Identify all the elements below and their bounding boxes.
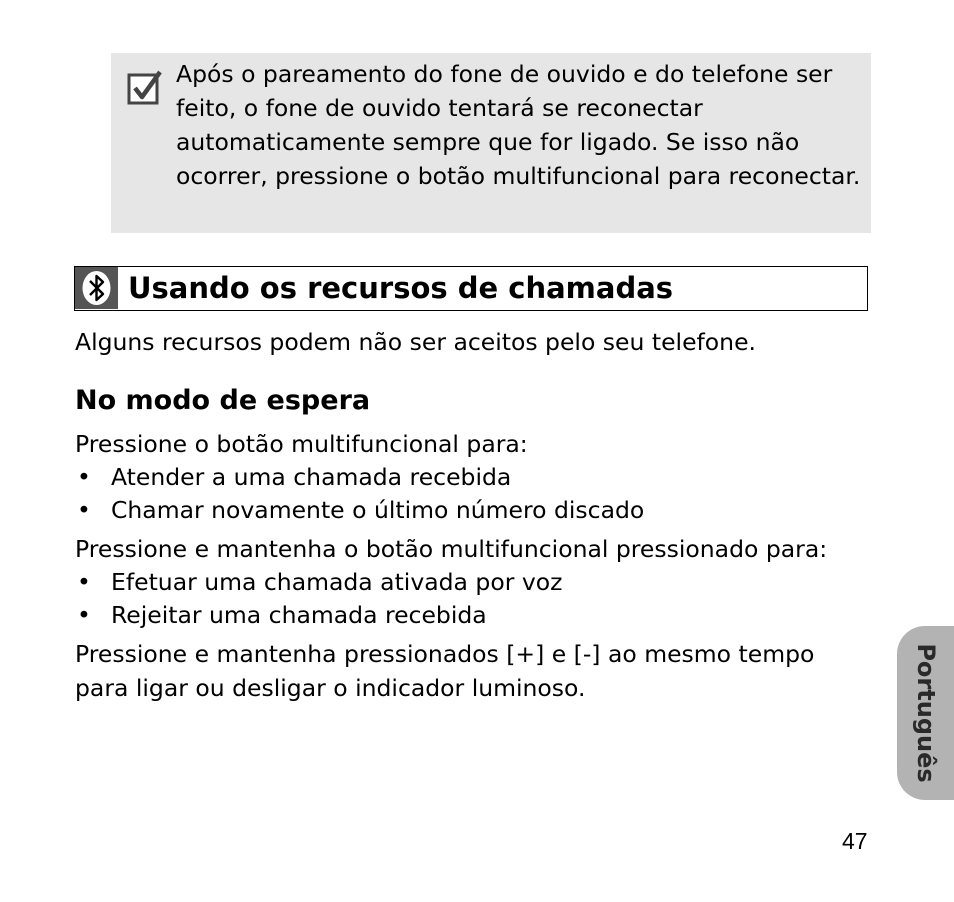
section-title: Usando os recursos de chamadas [128, 271, 674, 305]
intro-text: Alguns recursos podem não ser aceitos pelo seu telefone. [75, 328, 757, 356]
hold-list [75, 566, 562, 632]
bullet: • [77, 463, 91, 491]
bullet: • [77, 601, 91, 629]
checkbox-check-icon [127, 69, 163, 105]
page-number: 47 [842, 828, 868, 854]
list-item [75, 566, 562, 599]
hold-intro: Pressione e mantenha o botão multifuncional pressionado para: [75, 535, 828, 563]
bluetooth-icon-box [75, 267, 118, 309]
press-list [75, 461, 644, 527]
list-item [75, 461, 644, 494]
bullet: • [77, 496, 91, 524]
closing-text: Pressione e mantenha pressionados [+] e [-] ao mesmo tempo para ligar ou desligar o indicador luminoso. [75, 640, 815, 702]
list-item [75, 494, 644, 527]
bullet: • [77, 568, 91, 596]
list-item-text: Atender a uma chamada recebida [111, 463, 512, 491]
note-box [111, 53, 871, 233]
language-tab-label: Português [911, 643, 940, 783]
bluetooth-icon [75, 267, 118, 309]
standby-heading: No modo de espera [75, 385, 371, 416]
section-header [74, 266, 868, 311]
list-item-text: Efetuar uma chamada ativada por voz [111, 568, 563, 596]
list-item-text: Chamar novamente o último número discado [111, 496, 645, 524]
press-intro: Pressione o botão multifuncional para: [75, 430, 528, 458]
language-tab [897, 626, 954, 800]
list-item-text: Rejeitar uma chamada recebida [111, 601, 487, 629]
note-text: Após o pareamento do fone de ouvido e do telefone ser feito, o fone de ouvido tentará se reconectar automaticamente sempre que for ligado. Se isso não ocorrer, pressione o botão multifuncional para reconectar. [176, 60, 861, 190]
list-item [75, 599, 562, 632]
